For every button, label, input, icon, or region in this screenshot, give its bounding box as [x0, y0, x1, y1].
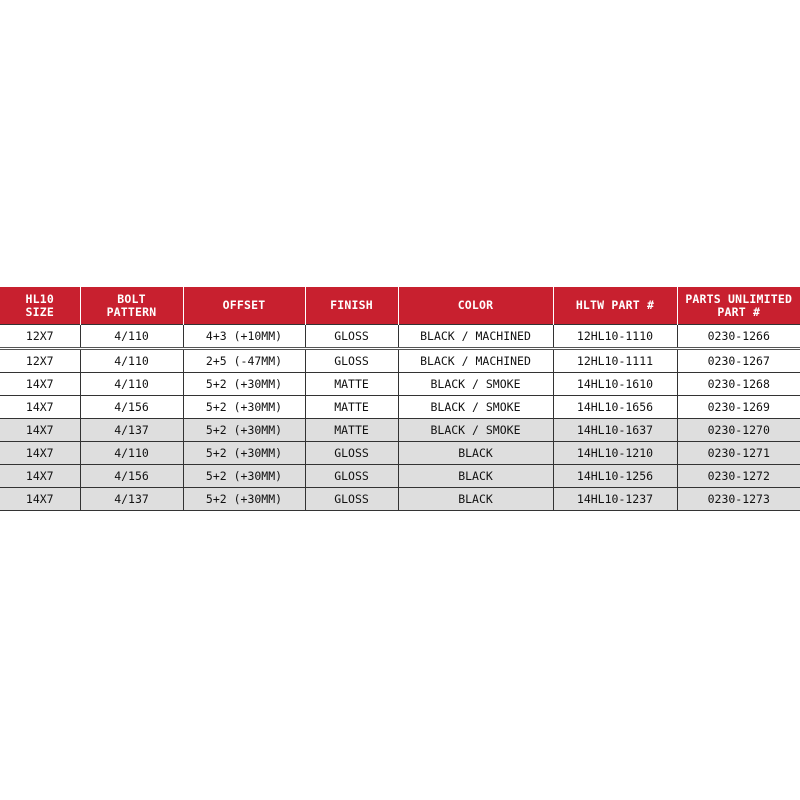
cell-finish: MATTE	[305, 373, 398, 396]
cell-bolt-pattern: 4/110	[80, 349, 183, 373]
cell-size: 12X7	[0, 349, 80, 373]
cell-finish: GLOSS	[305, 442, 398, 465]
header-size	[0, 287, 80, 325]
cell-color: BLACK / SMOKE	[398, 396, 553, 419]
cell-color: BLACK	[398, 465, 553, 488]
header-bolt-pattern	[80, 287, 183, 325]
cell-color: BLACK / MACHINED	[398, 325, 553, 349]
cell-parts-unlimited-part: 0230-1273	[677, 488, 800, 511]
table-row	[0, 396, 800, 419]
cell-size: 14X7	[0, 396, 80, 419]
cell-parts-unlimited-part: 0230-1268	[677, 373, 800, 396]
cell-bolt-pattern: 4/110	[80, 325, 183, 349]
table-row	[0, 373, 800, 396]
cell-offset: 5+2 (+30MM)	[183, 465, 305, 488]
cell-bolt-pattern: 4/137	[80, 488, 183, 511]
cell-size: 14X7	[0, 465, 80, 488]
header-size-line1: HL10	[25, 291, 54, 306]
cell-parts-unlimited-part: 0230-1267	[677, 349, 800, 373]
cell-size: 14X7	[0, 442, 80, 465]
cell-color: BLACK	[398, 488, 553, 511]
cell-parts-unlimited-part: 0230-1266	[677, 325, 800, 349]
cell-parts-unlimited-part: 0230-1269	[677, 396, 800, 419]
header-finish	[305, 287, 398, 325]
cell-offset: 5+2 (+30MM)	[183, 442, 305, 465]
wheel-fitment-table-container	[0, 287, 800, 511]
table-body	[0, 325, 800, 511]
cell-offset: 5+2 (+30MM)	[183, 396, 305, 419]
cell-parts-unlimited-part: 0230-1272	[677, 465, 800, 488]
header-bolt-pattern-line2: PATTERN	[106, 304, 157, 319]
cell-offset: 5+2 (+30MM)	[183, 488, 305, 511]
cell-finish: GLOSS	[305, 325, 398, 349]
header-parts-unlimited-line1: PARTS UNLIMITED	[685, 291, 793, 306]
header-color-line1: COLOR	[457, 298, 494, 312]
cell-offset: 5+2 (+30MM)	[183, 373, 305, 396]
header-row	[0, 287, 800, 325]
cell-size: 14X7	[0, 373, 80, 396]
table-row	[0, 419, 800, 442]
cell-bolt-pattern: 4/137	[80, 419, 183, 442]
cell-bolt-pattern: 4/110	[80, 442, 183, 465]
header-bolt-pattern-line1: BOLT	[117, 291, 146, 306]
cell-finish: GLOSS	[305, 465, 398, 488]
table-row	[0, 465, 800, 488]
cell-parts-unlimited-part: 0230-1271	[677, 442, 800, 465]
header-finish-line1: FINISH	[330, 298, 373, 312]
cell-offset: 2+5 (-47MM)	[183, 349, 305, 373]
cell-finish: GLOSS	[305, 488, 398, 511]
table-row	[0, 325, 800, 349]
cell-hltw-part: 14HL10-1610	[553, 373, 677, 396]
table-header	[0, 287, 800, 325]
cell-color: BLACK / SMOKE	[398, 373, 553, 396]
table-row	[0, 442, 800, 465]
cell-size: 12X7	[0, 325, 80, 349]
header-offset	[183, 287, 305, 325]
cell-offset: 5+2 (+30MM)	[183, 419, 305, 442]
header-offset-line1: OFFSET	[222, 298, 266, 312]
cell-color: BLACK	[398, 442, 553, 465]
cell-color: BLACK / SMOKE	[398, 419, 553, 442]
cell-hltw-part: 14HL10-1656	[553, 396, 677, 419]
cell-hltw-part: 14HL10-1637	[553, 419, 677, 442]
header-size-line2: SIZE	[25, 304, 54, 319]
cell-finish: GLOSS	[305, 349, 398, 373]
cell-parts-unlimited-part: 0230-1270	[677, 419, 800, 442]
cell-hltw-part: 12HL10-1111	[553, 349, 677, 373]
cell-size: 14X7	[0, 419, 80, 442]
cell-color: BLACK / MACHINED	[398, 349, 553, 373]
header-hltw-part	[553, 287, 677, 325]
cell-hltw-part: 14HL10-1256	[553, 465, 677, 488]
cell-hltw-part: 12HL10-1110	[553, 325, 677, 349]
header-parts-unlimited-line2: PART #	[717, 304, 761, 319]
cell-finish: MATTE	[305, 396, 398, 419]
header-hltw-part-line1: HLTW PART #	[575, 298, 655, 312]
cell-bolt-pattern: 4/156	[80, 465, 183, 488]
cell-bolt-pattern: 4/156	[80, 396, 183, 419]
header-parts-unlimited-part	[677, 287, 800, 325]
wheel-fitment-table	[0, 287, 800, 511]
cell-hltw-part: 14HL10-1210	[553, 442, 677, 465]
table-row	[0, 488, 800, 511]
cell-size: 14X7	[0, 488, 80, 511]
cell-bolt-pattern: 4/110	[80, 373, 183, 396]
cell-offset: 4+3 (+10MM)	[183, 325, 305, 349]
cell-finish: MATTE	[305, 419, 398, 442]
cell-hltw-part: 14HL10-1237	[553, 488, 677, 511]
table-row	[0, 349, 800, 373]
header-color	[398, 287, 553, 325]
